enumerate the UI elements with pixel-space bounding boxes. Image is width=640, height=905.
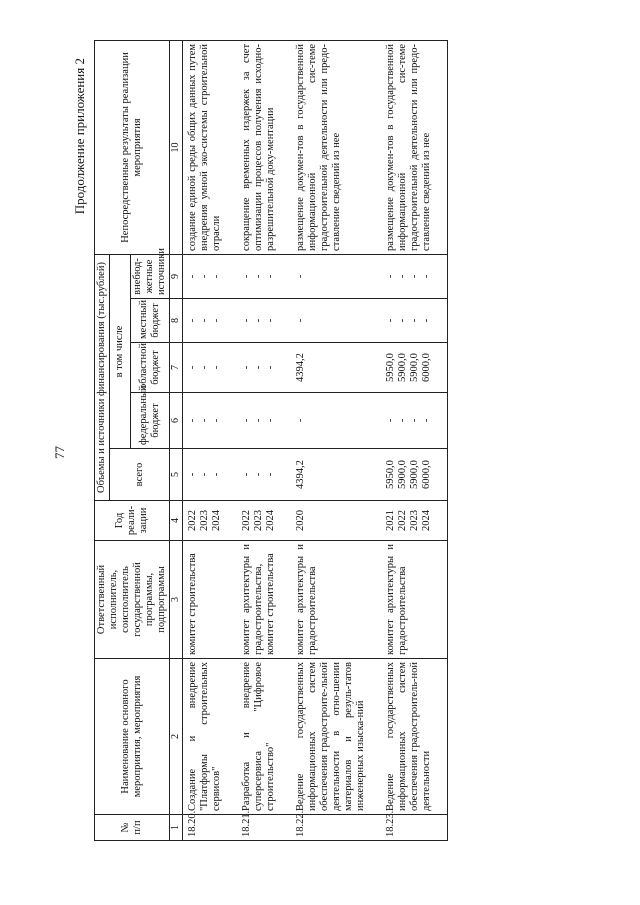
implementation-year-value: 2024 [211,510,222,531]
implementation-year-value: 2020 [295,510,306,531]
header-total: всего [110,449,170,501]
funding-regional-value: 5900,0 [397,353,408,382]
funding-total-value: 5900,0 [409,460,420,489]
funding-total-value: 5900,0 [397,460,408,489]
responsible-executor: комитет архитектуры и градостроительства [291,541,381,659]
direct-result: создание единой среды общих данных путем внедрения умной эко-системы строительной отрасли [183,40,238,254]
funding-extra-value: - [253,274,264,279]
funding-federal [291,393,381,449]
funding-total-value: - [187,472,198,477]
funding-extra-value: - [421,274,432,279]
funding-total [291,449,381,501]
header-year: Год реали-зации [95,501,170,541]
funding-federal-value: - [211,418,222,423]
funding-total-value: - [211,472,222,477]
funding-total [381,449,448,501]
column-number: 6 [170,393,183,449]
implementation-year [291,501,381,541]
funding-federal-value: - [241,418,252,423]
funding-extra [183,254,238,298]
funding-federal [237,393,291,449]
implementation-year [237,501,291,541]
funding-local-value: - [421,318,432,323]
funding-extra [291,254,381,298]
funding-regional-value: - [253,365,264,370]
funding-regional-value: 5950,0 [385,353,396,382]
funding-local-value: - [187,318,198,323]
funding-regional-value: - [265,365,276,370]
funding-regional [291,343,381,393]
funding-regional [183,343,238,393]
funding-federal-value: - [409,418,420,423]
row-number: 18.20. [183,815,238,841]
funding-extra-value: - [397,274,408,279]
funding-table [94,40,448,841]
header-executor: Ответственный исполнитель, соисполнитель государственной программы, подпрограммы [95,541,170,659]
funding-federal-value: - [187,418,198,423]
column-number: 10 [170,40,183,254]
direct-result: размещение докумен-тов в государственной информационной сис-теме градостроительной деятельности или предо-ставление сведений из нее [291,40,381,254]
header-incl: в том числе [110,254,131,448]
implementation-year-value: 2022 [241,510,252,531]
column-number: 7 [170,343,183,393]
funding-total-value: 5950,0 [385,460,396,489]
funding-total-value: 4394,2 [295,460,306,489]
funding-extra-value: - [295,274,306,279]
funding-federal-value: - [295,418,306,423]
funding-extra [237,254,291,298]
header-results: Непосредственные результаты реализации мероприятия [95,40,170,254]
implementation-year [381,501,448,541]
funding-federal-value: - [385,418,396,423]
funding-local [183,299,238,343]
responsible-executor: комитет архитектуры и градостроительства [381,541,448,659]
funding-local-value: - [409,318,420,323]
funding-total-value: - [241,472,252,477]
header-funding: Объемы и источники финансирования (тыс.рублей) [95,254,110,500]
funding-local-value: - [253,318,264,323]
column-number: 9 [170,254,183,298]
direct-result: размещение докумен-тов в государственной информационной сис-теме градостроительной деятельности или предо-ставление сведений из нее [381,40,448,254]
funding-federal-value: - [253,418,264,423]
column-numbers-row [170,40,183,840]
funding-extra-value: - [265,274,276,279]
funding-regional-value: 5900,0 [409,353,420,382]
funding-extra [381,254,448,298]
funding-regional-value: 6000,0 [421,353,432,382]
header-federal: федеральный бюджет [131,393,170,449]
funding-extra-value: - [385,274,396,279]
funding-total [183,449,238,501]
column-number: 4 [170,501,183,541]
funding-total-value: - [265,472,276,477]
header-extra: внебюд-жетные источники [131,254,170,298]
funding-regional-value: - [187,365,198,370]
table-row [237,40,291,840]
page-number: 77 [52,446,67,459]
column-number: 5 [170,449,183,501]
implementation-year-value: 2023 [199,510,210,531]
continuation-label: Продолжение приложения 2 [72,58,87,215]
funding-local-value: - [241,318,252,323]
column-number: 8 [170,299,183,343]
implementation-year-value: 2024 [421,510,432,531]
funding-federal-value: - [199,418,210,423]
funding-extra-value: - [409,274,420,279]
funding-federal-value: - [265,418,276,423]
funding-local [237,299,291,343]
table-row [183,40,238,840]
funding-federal [183,393,238,449]
funding-local-value: - [295,318,306,323]
funding-extra-value: - [199,274,210,279]
header-local: местный бюджет [131,299,170,343]
row-number: 18.23. [381,815,448,841]
funding-local-value: - [397,318,408,323]
measure-name: Создание и внедрение "Платформы строительных сервисов" [183,659,238,815]
row-number: 18.21. [237,815,291,841]
implementation-year-value: 2023 [253,510,264,531]
implementation-year-value: 2023 [409,510,420,531]
funding-local-value: - [199,318,210,323]
funding-federal-value: - [397,418,408,423]
funding-extra-value: - [211,274,222,279]
funding-regional-value: - [211,365,222,370]
column-number: 3 [170,541,183,659]
implementation-year-value: 2022 [397,510,408,531]
table-row [381,40,448,840]
funding-total [237,449,291,501]
funding-federal-value: - [421,418,432,423]
funding-local [291,299,381,343]
direct-result: сокращение временных издержек за счет оптимизации процессов получения исходно-разрешительной доку-ментации [237,40,291,254]
funding-total-value: - [199,472,210,477]
funding-regional [237,343,291,393]
funding-regional-value: 4394,2 [295,353,306,382]
implementation-year-value: 2021 [385,510,396,531]
implementation-year-value: 2022 [187,510,198,531]
table-row [291,40,381,840]
funding-total-value: - [253,472,264,477]
funding-local-value: - [385,318,396,323]
funding-total-value: 6000,0 [421,460,432,489]
funding-local [381,299,448,343]
responsible-executor: комитет архитектуры и градостроительства, комитет строительства [237,541,291,659]
funding-local-value: - [265,318,276,323]
measure-name: Ведение государственных информационных систем обеспечения градостроитель-ной деятельности [381,659,448,815]
implementation-year [183,501,238,541]
column-number: 2 [170,659,183,815]
header-num: № п/п [95,815,170,841]
funding-regional [381,343,448,393]
funding-regional-value: - [241,365,252,370]
funding-extra-value: - [187,274,198,279]
funding-regional-value: - [199,365,210,370]
funding-extra-value: - [241,274,252,279]
responsible-executor: комитет строительства [183,541,238,659]
column-number: 1 [170,815,183,841]
row-number: 18.22. [291,815,381,841]
implementation-year-value: 2024 [265,510,276,531]
header-name: Наименование основного мероприятия, мероприятия [95,659,170,815]
funding-federal [381,393,448,449]
funding-local-value: - [211,318,222,323]
measure-name: Разработка и внедрение суперсервиса "Цифровое строительство" [237,659,291,815]
measure-name: Ведение государственных информационных систем обеспечения градостроите-льной деятельности в отно-шении материалов и резуль-татов инженерных изыска-ний [291,659,381,815]
header-regional: областной бюджет [131,343,170,393]
